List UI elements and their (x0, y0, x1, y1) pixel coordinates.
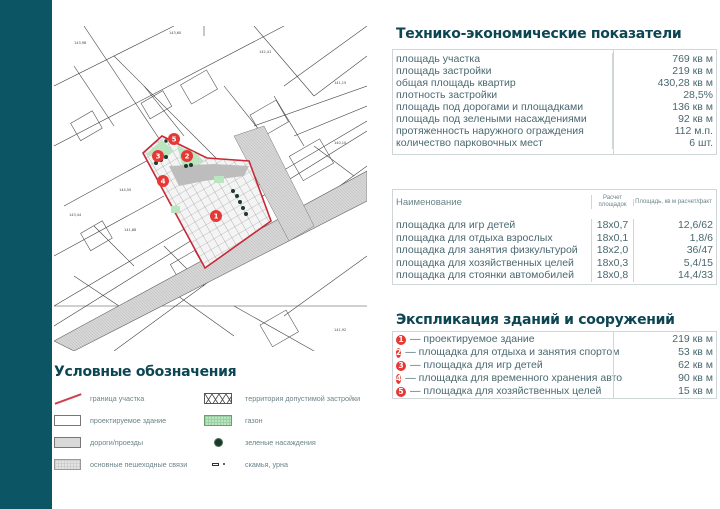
legend-label: проектируемое здание (90, 415, 167, 425)
table-row (393, 372, 716, 385)
legend-title: Условные обозначения (54, 364, 237, 380)
svg-text:141,15: 141,15 (334, 81, 347, 85)
table-row (393, 269, 716, 282)
legend-item (54, 414, 166, 426)
table-row (393, 232, 716, 245)
side-accent-bar (0, 0, 52, 509)
row-value: 15 кв м (678, 385, 713, 397)
row-name: площадь застройки (393, 65, 613, 77)
marker-badge: 2 (396, 347, 402, 357)
explication-table (392, 331, 717, 399)
legend (54, 392, 384, 492)
legend-item (204, 414, 263, 426)
row-value: 28,5% (683, 89, 713, 101)
bench-urn-icon (204, 459, 232, 470)
svg-text:1: 1 (213, 212, 219, 221)
table-header (393, 190, 716, 214)
row-name: площадка для игр детей (396, 219, 516, 231)
legend-item (54, 392, 144, 404)
table-row (393, 113, 716, 125)
row-name: площадка для стоянки автомобилей (396, 269, 574, 281)
row-area: 12,6/62 (633, 219, 716, 232)
table-row (393, 53, 716, 65)
table-row (393, 333, 716, 346)
legend-label: основные пешеходные связи (90, 459, 188, 469)
row-value: 219 кв м (672, 333, 713, 345)
svg-text:143,60: 143,60 (169, 31, 182, 35)
marker-badge: 4 (396, 373, 402, 383)
header-calc: Расчет площадок (591, 195, 633, 209)
table-row (393, 77, 716, 89)
table-row (393, 257, 716, 270)
walkway-icon (54, 459, 81, 470)
row-calc: 18x2,0 (591, 244, 633, 257)
legend-label: граница участка (90, 393, 145, 403)
playgrounds-table (392, 189, 717, 285)
column-divider (613, 50, 614, 154)
row-value: 92 кв м (678, 113, 713, 125)
legend-label: газон (245, 415, 263, 425)
row-calc: 18x0,8 (591, 269, 633, 282)
building-icon (54, 415, 81, 426)
header-name: Наименование (396, 196, 462, 208)
table-row (393, 244, 716, 257)
grass-icon (204, 415, 232, 426)
row-value: 219 кв м (672, 65, 713, 77)
row-name: — площадка для отдыха и занятия спортом (405, 346, 620, 358)
boundary-line-icon (54, 393, 81, 404)
row-value: 90 кв м (678, 372, 713, 384)
table-row (393, 359, 716, 372)
row-name: протяженность наружного ограждения (393, 125, 613, 137)
row-name: площадь под дорогами и площадками (393, 101, 613, 113)
site-plan-map (54, 26, 367, 351)
svg-text:144,50: 144,50 (119, 188, 132, 192)
svg-text:3: 3 (155, 152, 161, 161)
svg-text:142,41: 142,41 (259, 50, 272, 54)
header-area: Площадь, кв м расчет/факт (633, 199, 716, 206)
row-value: 6 шт. (689, 137, 713, 149)
row-area: 14,4/33 (633, 269, 716, 282)
row-name: площадка для отдыха взрослых (396, 231, 553, 244)
row-name: площадка для занятия физкультурой (396, 244, 578, 256)
table-row (393, 65, 716, 77)
row-name: общая площадь квартир (393, 77, 613, 89)
table-row (393, 125, 716, 137)
table-row (393, 137, 716, 149)
legend-item (204, 436, 316, 448)
legend-label: скамья, урна (245, 459, 288, 469)
row-calc: 18x0,7 (591, 219, 633, 232)
marker-badge: 5 (396, 387, 406, 397)
marker-badge: 1 (396, 335, 406, 345)
legend-item (204, 458, 288, 470)
table-row (393, 219, 716, 232)
row-name: площадь участка (393, 53, 613, 65)
legend-item (54, 436, 143, 448)
column-divider (613, 332, 614, 398)
row-value: 112 м.п. (674, 125, 713, 137)
tree-icon (204, 437, 232, 448)
marker-badge: 3 (396, 361, 406, 371)
svg-text:5: 5 (171, 135, 177, 144)
allowed-zone-icon (204, 393, 232, 404)
table-row (393, 101, 716, 113)
svg-text:140,10: 140,10 (334, 141, 347, 145)
row-name: плотность застройки (393, 89, 613, 101)
row-name: площадь под зелеными насаждениями (393, 113, 613, 125)
table-row (393, 385, 716, 398)
table-row (393, 89, 716, 101)
legend-label: территория допустимой застройки (245, 393, 361, 403)
row-calc: 18x0,3 (591, 257, 633, 270)
row-name: — площадка для игр детей (410, 359, 543, 371)
row-name: — проектируемое здание (410, 333, 535, 345)
legend-label: дороги/проезды (90, 437, 144, 447)
svg-text:2: 2 (184, 152, 190, 161)
table-row (393, 346, 716, 359)
legend-item (204, 392, 360, 404)
svg-text:141,88: 141,88 (124, 228, 137, 232)
row-value: 430,28 кв м (657, 77, 713, 89)
row-name: площадка для хозяйственных целей (396, 256, 574, 269)
tep-table (392, 49, 717, 155)
svg-text:4: 4 (160, 177, 166, 186)
svg-text:143,44: 143,44 (69, 213, 82, 217)
row-value: 53 кв м (678, 346, 713, 358)
row-name: — площадка для хозяйственных целей (410, 385, 602, 397)
road-icon (54, 437, 81, 448)
row-area: 36/47 (633, 244, 716, 257)
row-area: 5,4/15 (633, 257, 716, 270)
row-name: — площадка для временного хранения авто (405, 372, 623, 384)
row-value: 769 кв м (672, 53, 713, 65)
legend-item (54, 458, 187, 470)
row-area: 1,8/6 (633, 232, 716, 245)
explication-title: Экспликация зданий и сооружений (396, 312, 675, 328)
legend-label: зеленые насаждения (245, 437, 316, 447)
svg-text:143,98: 143,98 (74, 41, 87, 45)
row-calc: 18x0,1 (591, 232, 633, 245)
row-value: 62 кв м (678, 359, 713, 371)
row-name: количество парковочных мест (393, 137, 613, 149)
tep-title: Технико-экономические показатели (396, 26, 682, 42)
svg-text:141,92: 141,92 (334, 328, 347, 332)
row-value: 136 кв м (672, 101, 713, 113)
